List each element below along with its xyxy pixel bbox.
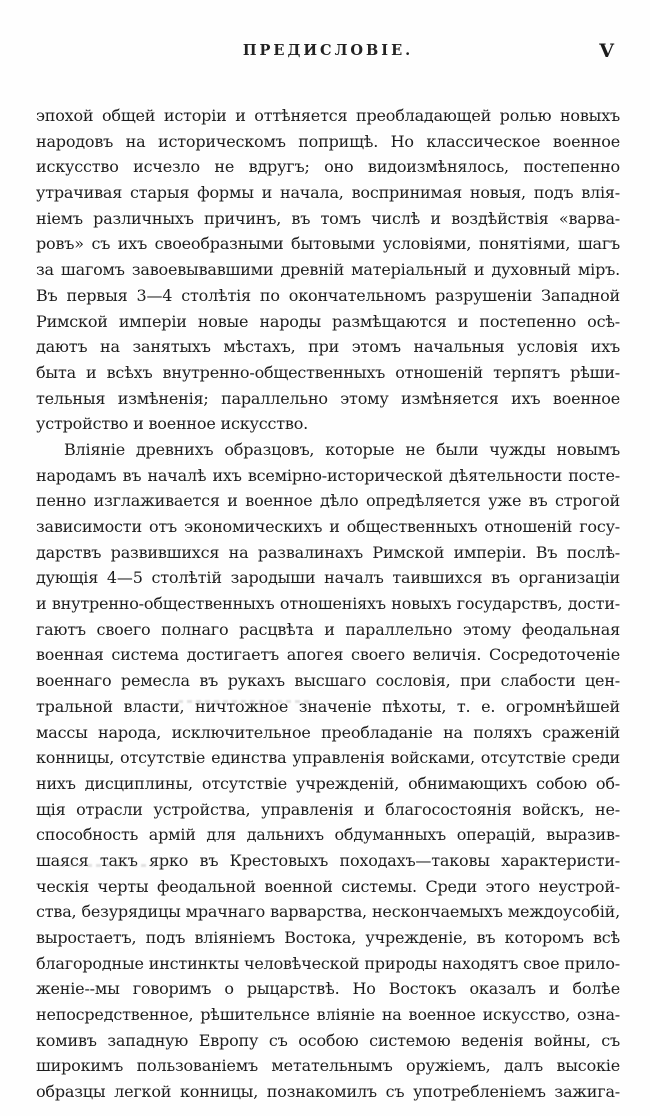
text-line: народовъ на историческомъ поприщѣ. Но классическое военное — [36, 131, 620, 151]
page-title: ПРЕДИСЛОВІЕ. — [242, 42, 414, 59]
paragraph — [36, 103, 620, 437]
text-line: женіе--мы говоримъ о рыцарствѣ. Но Востокъ оказалъ и болѣе — [36, 979, 620, 999]
text-line: гаютъ своего полнаго расцвѣта и параллельно этому феодальная — [36, 619, 620, 639]
text-line: щія отрасли устройства, управленія и благосостоянія войскъ, не- — [36, 799, 620, 819]
text-line: устройство и военное искусство. — [36, 414, 309, 434]
text-line: комивъ западную Европу съ особою системою веденія войны, съ — [36, 1030, 620, 1050]
text-line: тральной власти, ничтожное значеніе пѣхоты, т. е. огромнѣйшей — [36, 696, 620, 716]
scan-artifact — [60, 864, 170, 867]
text-line: благородные инстинкты человѣческой природы находятъ свое прило- — [36, 953, 620, 973]
paragraph — [36, 437, 620, 1105]
text-line: ніемъ различныхъ причинъ, въ томъ числѣ и воздѣйствія «варва- — [36, 208, 620, 228]
text-line: нихъ дисциплины, отсутствіе учрежденій, обнимающихъ собою об- — [36, 773, 620, 793]
text-block — [36, 103, 620, 1105]
text-line: массы народа, исключительное преобладаніе на поляхъ сраженій — [36, 722, 620, 742]
text-line: дарствъ развившихся на развалинахъ Римской имперіи. Въ послѣ- — [36, 542, 620, 562]
text-line: даютъ на занятыхъ мѣстахъ, при этомъ начальныя условія ихъ — [36, 337, 620, 357]
text-line: военнаго ремесла въ рукахъ высшаго сословія, при слабости цен- — [36, 671, 620, 691]
scan-artifact — [178, 700, 310, 703]
text-line: искусство исчезло не вдругъ; оно видоизмѣнялось, постепенно — [36, 157, 620, 177]
text-line: тельныя измѣненія; параллельно этому измѣняется ихъ военное — [36, 388, 620, 408]
text-line: выростаетъ, подъ вліяніемъ Востока, учрежденіе, въ которомъ всѣ — [36, 928, 620, 947]
text-line: Въ первыя 3—4 столѣтія по окончательномъ разрушеніи Западной — [36, 285, 620, 305]
page-number: V — [599, 40, 614, 62]
text-line: образцы легкой конницы, познакомилъ съ употребленіемъ зажига- — [36, 1082, 620, 1102]
text-line: способность армій для дальнихъ обдуманныхъ операцій, выразив- — [36, 825, 620, 845]
running-header — [36, 40, 620, 64]
text-line: утрачивая старыя формы и начала, воспринимая новыя, подъ влія- — [36, 183, 620, 203]
text-line: широкимъ пользованіемъ метательнымъ оружіемъ, далъ высокіе — [36, 1056, 620, 1076]
text-line: народамъ въ началѣ ихъ всемірно-исторической дѣятельности посте- — [36, 465, 620, 485]
text-line: военная система достигаетъ апогея своего величія. Сосредоточеніе — [36, 645, 620, 665]
text-line: шаяся такъ ярко въ Крестовыхъ походахъ—таковы характеристи- — [36, 850, 620, 870]
text-line: ства, безурядицы мрачнаго варварства, нескончаемыхъ междоусобій, — [36, 902, 620, 922]
text-line: непосредственное, рѣшительнсе вліяніе на военное искусство, озна- — [36, 1005, 620, 1025]
text-line: дующія 4—5 столѣтій зародыши началъ таившихся въ организаціи — [36, 568, 620, 588]
text-line: за шагомъ завоевывавшими древній матеріальный и духовный міръ. — [36, 260, 620, 280]
text-line: быта и всѣхъ внутренно-общественныхъ отношеній терпятъ рѣши- — [36, 362, 620, 382]
text-line: и внутренно-общественныхъ отношеніяхъ новыхъ государствъ, дости- — [36, 594, 620, 614]
text-line: зависимости отъ экономическихъ и общественныхъ отношеній госу- — [36, 517, 620, 536]
text-line: ровъ» съ ихъ своеобразными бытовыми условіями, понятіями, шагъ — [36, 234, 620, 254]
text-line: конницы, отсутствіе единства управленія войсками, отсутствіе среди — [36, 748, 620, 768]
text-line: пенно изглаживается и военное дѣло опредѣляется уже въ строгой — [36, 491, 620, 511]
text-line: эпохой общей исторіи и оттѣняется преобладающей ролью новыхъ — [36, 106, 620, 125]
text-line: ческія черты феодальной военной системы. Среди этого неустрой- — [36, 876, 620, 896]
text-line: Вліяніе древнихъ образцовъ, которые не были чужды новымъ — [64, 439, 620, 459]
text-line: Римской имперіи новые народы размѣщаются и постепенно осѣ- — [36, 311, 620, 331]
